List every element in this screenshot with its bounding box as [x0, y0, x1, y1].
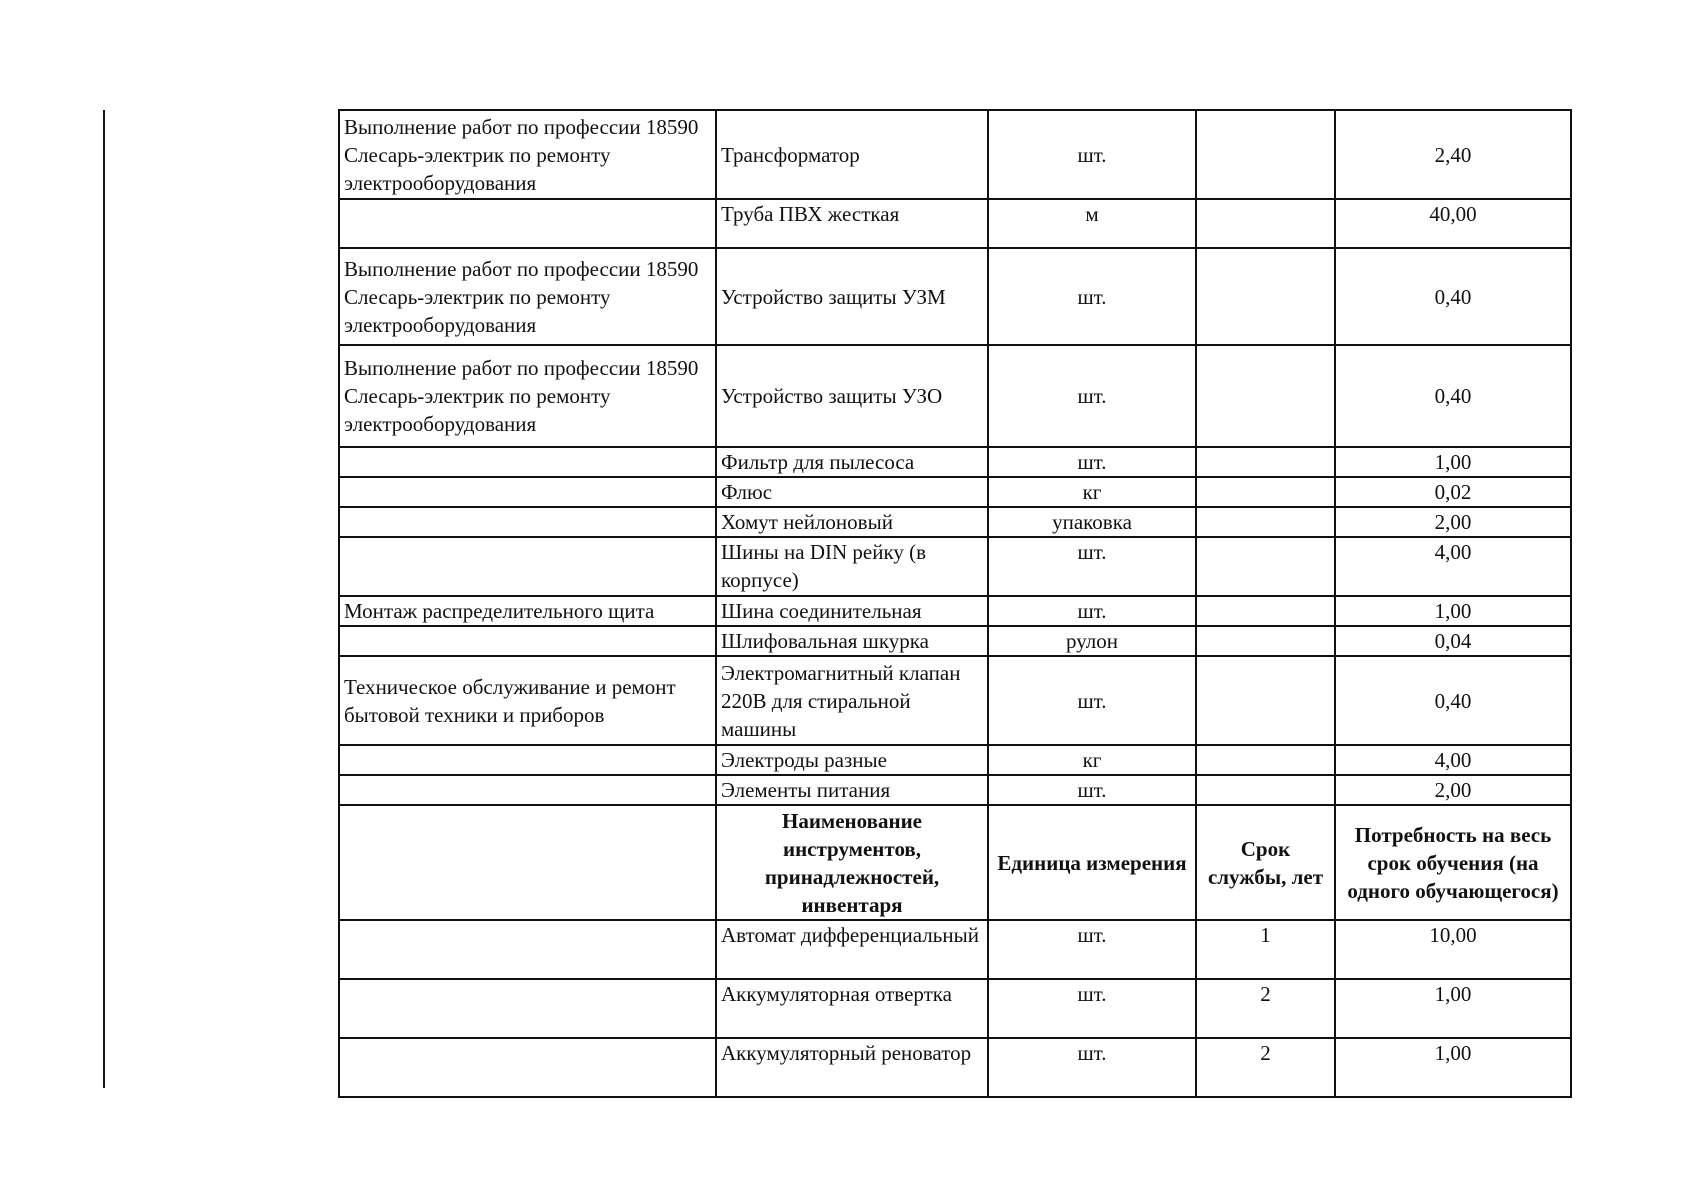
service-life-cell	[1196, 656, 1335, 745]
table-row	[339, 537, 1571, 596]
work-cell	[339, 745, 716, 775]
work-cell	[339, 920, 716, 979]
work-cell: Выполнение работ по профессии 18590 Слесарь-электрик по ремонту электрооборудования	[339, 248, 716, 345]
quantity-cell: 0,04	[1335, 626, 1571, 656]
item-name-cell: Устройство защиты УЗО	[716, 345, 988, 447]
service-life-cell	[1196, 596, 1335, 626]
item-name-cell: Шины на DIN рейку (в корпусе)	[716, 537, 988, 596]
unit-cell: шт.	[988, 775, 1196, 805]
item-name-cell: Аккумуляторная отвертка	[716, 979, 988, 1038]
table-row	[339, 656, 1571, 745]
service-life-cell	[1196, 626, 1335, 656]
header-qty-cell: Потребность на весь срок обучения (на одного обучающегося)	[1335, 805, 1571, 920]
table-row	[339, 775, 1571, 805]
item-name-cell: Электромагнитный клапан 220В для стиральной машины	[716, 656, 988, 745]
service-life-cell	[1196, 199, 1335, 248]
work-cell: Выполнение работ по профессии 18590 Слесарь-электрик по ремонту электрооборудования	[339, 345, 716, 447]
unit-cell: шт.	[988, 596, 1196, 626]
unit-cell: кг	[988, 745, 1196, 775]
quantity-cell: 2,00	[1335, 775, 1571, 805]
work-cell	[339, 979, 716, 1038]
item-name-cell: Хомут нейлоновый	[716, 507, 988, 537]
service-life-cell	[1196, 477, 1335, 507]
quantity-cell: 1,00	[1335, 596, 1571, 626]
work-cell	[339, 507, 716, 537]
table-row	[339, 979, 1571, 1038]
item-name-cell: Шина соединительная	[716, 596, 988, 626]
unit-cell: шт.	[988, 656, 1196, 745]
item-name-cell: Трансформатор	[716, 110, 988, 199]
tools-header	[339, 805, 1571, 920]
table-row	[339, 248, 1571, 345]
unit-cell: шт.	[988, 1038, 1196, 1097]
quantity-cell: 2,00	[1335, 507, 1571, 537]
table-row	[339, 199, 1571, 248]
header-unit-cell: Единица измерения	[988, 805, 1196, 920]
service-life-cell	[1196, 537, 1335, 596]
unit-cell: шт.	[988, 110, 1196, 199]
service-life-cell	[1196, 110, 1335, 199]
left-margin-rule	[103, 110, 105, 1088]
table-row	[339, 626, 1571, 656]
table-row	[339, 447, 1571, 477]
item-name-cell: Аккумуляторный реноватор	[716, 1038, 988, 1097]
materials-rows	[339, 110, 1571, 805]
table-row	[339, 596, 1571, 626]
item-name-cell: Автомат дифференциальный	[716, 920, 988, 979]
tools-rows	[339, 920, 1571, 1097]
unit-cell: упаковка	[988, 507, 1196, 537]
item-name-cell: Шлифовальная шкурка	[716, 626, 988, 656]
work-cell	[339, 447, 716, 477]
unit-cell: шт.	[988, 345, 1196, 447]
quantity-cell: 1,00	[1335, 979, 1571, 1038]
quantity-cell: 1,00	[1335, 1038, 1571, 1097]
header-life-cell: Срок службы, лет	[1196, 805, 1335, 920]
work-cell	[339, 1038, 716, 1097]
header-work-cell	[339, 805, 716, 920]
service-life-cell	[1196, 745, 1335, 775]
unit-cell: рулон	[988, 626, 1196, 656]
table-row	[339, 477, 1571, 507]
tools-header-row	[339, 805, 1571, 920]
item-name-cell: Устройство защиты УЗМ	[716, 248, 988, 345]
service-life-cell	[1196, 507, 1335, 537]
quantity-cell: 0,40	[1335, 248, 1571, 345]
table-row	[339, 745, 1571, 775]
quantity-cell: 1,00	[1335, 447, 1571, 477]
item-name-cell: Фильтр для пылесоса	[716, 447, 988, 477]
quantity-cell: 0,40	[1335, 656, 1571, 745]
unit-cell: шт.	[988, 447, 1196, 477]
unit-cell: кг	[988, 477, 1196, 507]
table-row	[339, 110, 1571, 199]
work-cell	[339, 626, 716, 656]
unit-cell: шт.	[988, 537, 1196, 596]
table-row	[339, 345, 1571, 447]
work-cell	[339, 199, 716, 248]
header-name-cell: Наименование инструментов, принадлежностей, инвентаря	[716, 805, 988, 920]
item-name-cell: Флюс	[716, 477, 988, 507]
work-cell	[339, 775, 716, 805]
table-row	[339, 1038, 1571, 1097]
materials-table	[338, 109, 1572, 1098]
item-name-cell: Электроды разные	[716, 745, 988, 775]
work-cell	[339, 537, 716, 596]
quantity-cell: 4,00	[1335, 745, 1571, 775]
work-cell	[339, 477, 716, 507]
service-life-cell: 1	[1196, 920, 1335, 979]
quantity-cell: 10,00	[1335, 920, 1571, 979]
service-life-cell	[1196, 447, 1335, 477]
unit-cell: шт.	[988, 979, 1196, 1038]
table-row	[339, 920, 1571, 979]
quantity-cell: 0,02	[1335, 477, 1571, 507]
unit-cell: м	[988, 199, 1196, 248]
service-life-cell: 2	[1196, 1038, 1335, 1097]
quantity-cell: 4,00	[1335, 537, 1571, 596]
service-life-cell: 2	[1196, 979, 1335, 1038]
item-name-cell: Труба ПВХ жесткая	[716, 199, 988, 248]
quantity-cell: 40,00	[1335, 199, 1571, 248]
table-row	[339, 507, 1571, 537]
quantity-cell: 2,40	[1335, 110, 1571, 199]
unit-cell: шт.	[988, 920, 1196, 979]
service-life-cell	[1196, 775, 1335, 805]
item-name-cell: Элементы питания	[716, 775, 988, 805]
work-cell: Выполнение работ по профессии 18590 Слесарь-электрик по ремонту электрооборудования	[339, 110, 716, 199]
work-cell: Техническое обслуживание и ремонт бытовой техники и приборов	[339, 656, 716, 745]
service-life-cell	[1196, 345, 1335, 447]
quantity-cell: 0,40	[1335, 345, 1571, 447]
unit-cell: шт.	[988, 248, 1196, 345]
service-life-cell	[1196, 248, 1335, 345]
work-cell: Монтаж распределительного щита	[339, 596, 716, 626]
